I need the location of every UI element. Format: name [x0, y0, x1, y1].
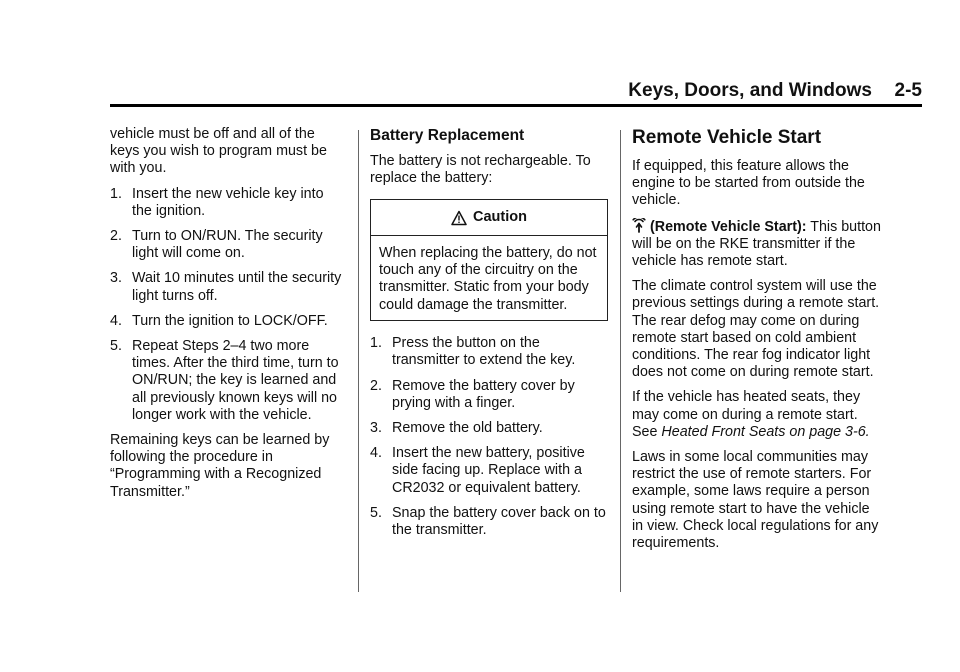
remote-vehicle-start-heading: Remote Vehicle Start: [632, 127, 822, 148]
remote-start-text: This button will be on the RKE transmitter if the vehicle has remote start.: [632, 218, 881, 270]
column-divider: [620, 130, 621, 592]
step-text: Insert the new vehicle key into the ignition.: [132, 185, 324, 219]
section-title: Keys, Doors, and Windows: [628, 80, 872, 101]
warning-triangle-icon: [451, 210, 467, 226]
step-number: 1.: [110, 185, 122, 202]
step-number: 4.: [110, 312, 122, 329]
step-text: Remove the battery cover by prying with a finger.: [392, 377, 575, 411]
paragraph: The battery is not rechargeable. To replace the battery:: [370, 153, 591, 187]
column-2: [370, 126, 608, 547]
paragraph: The climate control system will use the previous settings during a remote start. The rear defog may come on during remote start based on cold ambient conditions. The rear fog indicator light does not come on during remote start.: [632, 278, 880, 381]
step-text: Insert the new battery, positive side facing up. Replace with a CR2032 or equivalent battery.: [392, 445, 585, 496]
paragraph: Remaining keys can be learned by following the procedure in “Programming with a Recognized Transmitter.”: [110, 432, 330, 500]
battery-replacement-heading: Battery Replacement: [370, 127, 525, 144]
step-text: Turn to ON/RUN. The security light will come on.: [132, 228, 323, 262]
remote-start-icon: [632, 218, 646, 234]
paragraph: Laws in some local communities may restrict the use of remote starters. For example, some laws require a person using remote start to have the vehicle in view. Check local regulations for any requirements.: [632, 449, 879, 552]
step-number: 3.: [110, 270, 122, 287]
list-item: [370, 445, 608, 497]
heated-seats-paragraph: [632, 389, 882, 441]
step-number: 5.: [370, 504, 382, 521]
paragraph-text: If the vehicle has heated seats, they may come on during a remote start. See: [632, 389, 861, 440]
step-number: 2.: [110, 228, 122, 245]
list-item: [110, 338, 346, 424]
step-text: Turn the ignition to LOCK/OFF.: [132, 312, 328, 329]
paragraph: vehicle must be off and all of the keys you wish to program must be with you.: [110, 126, 327, 177]
caution-header: [371, 200, 607, 235]
list-item: [110, 186, 346, 220]
list-item: [370, 378, 608, 412]
list-item: [110, 228, 346, 262]
step-number: 3.: [370, 420, 382, 437]
step-number: 1.: [370, 335, 382, 352]
column-3: [632, 126, 882, 560]
caution-text: When replacing the battery, do not touch any of the circuitry on the transmitter. Static from your body could damage the transmitter.: [379, 244, 597, 313]
remote-start-label: (Remote Vehicle Start):: [649, 218, 807, 235]
caution-box: [370, 199, 608, 321]
column-1: [110, 126, 346, 509]
step-text: Press the button on the transmitter to extend the key.: [392, 335, 576, 369]
list-item: [110, 270, 346, 304]
step-text: Snap the battery cover back on to the transmitter.: [392, 504, 606, 539]
column-divider: [358, 130, 359, 592]
list-item: [370, 505, 608, 539]
list-item: [370, 420, 608, 437]
step-number: 5.: [110, 338, 122, 355]
step-text: Remove the old battery.: [392, 420, 543, 437]
step-number: 4.: [370, 445, 382, 462]
header-rule: [110, 104, 922, 107]
remote-start-paragraph: [632, 218, 882, 271]
list-item: [370, 335, 608, 369]
list-item: [110, 313, 346, 330]
cross-reference-link[interactable]: Heated Front Seats on page 3-6.: [661, 423, 870, 440]
step-text: Repeat Steps 2–4 two more times. After the third time, turn to ON/RUN; the key is learned and all previously known keys will no longer work with the vehicle.: [132, 338, 339, 423]
step-text: Wait 10 minutes until the security light turns off.: [132, 270, 342, 304]
page-number: 2-5: [894, 80, 922, 101]
caution-title: Caution: [473, 209, 527, 226]
paragraph: If equipped, this feature allows the engine to be started from outside the vehicle.: [632, 158, 865, 209]
step-number: 2.: [370, 377, 382, 394]
